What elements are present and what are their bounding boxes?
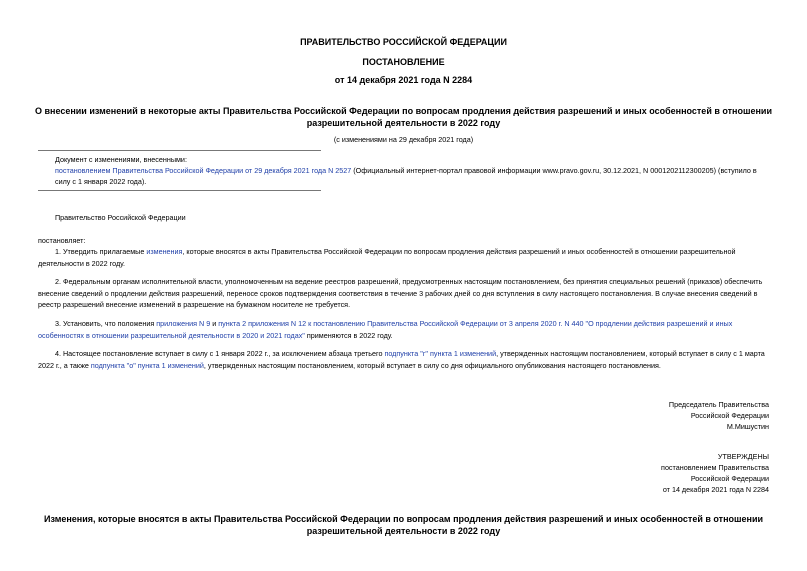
point-3-line-2: особенностях в отношении разрешительной деятельности в 2020 и 2021 годах" применяются в 2022 году. [38,330,393,340]
point-2-line-2: внесение сведений о продлении действия разрешений, переносе сроков подтверждения соответствия в течение 3 рабочих дней со дня вступления в силу настоящего постановления. В случае внесения сведений в [38,288,758,298]
amendment-link[interactable]: постановлением Правительства Российской Федерации от 29 декабря 2021 года N 2527 [55,166,352,175]
bottom-divider [38,190,321,191]
point-3-line-1: 3. Установить, что положения приложения N 9 и пункта 2 приложения N 12 к постановлению Правительства Российской Федерации от 3 апреля 2020 г. N 440 "О продлении действия разрешений и иных [55,319,733,328]
appendix-12-link[interactable]: пункта 2 приложения N 12 к постановлению Правительства Российской Федерации от 3 апреля 2020 г. N 440 "О продлении действия разрешений и иных [218,319,733,328]
preamble-decrees: постановляет: [38,236,86,245]
changes-link[interactable]: изменения [146,247,183,256]
changes-tail-2: силу с 1 января 2022 года). [55,177,147,186]
point-1 [38,246,769,269]
point-2 [38,276,769,311]
document-date: от 14 декабря 2021 года N 2284 [334,75,473,85]
government-heading: ПРАВИТЕЛЬСТВО РОССИЙСКОЙ ФЕДЕРАЦИИ [300,37,507,47]
point-1-line-1: 1. Утвердить прилагаемые изменения, которые вносятся в акты Правительства Российской Федерации по вопросам продления действия разрешений и иных особенностей в отношении разрешительной [55,247,736,256]
preamble-government: Правительство Российской Федерации [55,213,186,222]
appendix-9-link[interactable]: приложения N 9 [156,319,211,328]
subclause-o-link[interactable]: подпункта "о" пункта 1 изменений [90,360,204,370]
approval-block [661,451,769,495]
changes-intro: Документ с изменениями, внесенными: [55,155,187,164]
point-2-line-1: 2. Федеральным органам исполнительной власти, уполномоченным на ведение реестров разрешений, предусмотренных настоящим постановлением, без принятия специальных решений (приказов) обеспечить [55,277,763,286]
changes-line [55,165,775,176]
signature-title: Председатель Правительства [668,400,769,409]
point-1-line-2: деятельности в 2022 году. [38,258,126,268]
appendix-12-link-cont[interactable]: особенностях в отношении разрешительной деятельности в 2020 и 2021 годах" [38,330,305,340]
approval-line-3: Российской Федерации [690,474,769,483]
approval-line-2: постановлением Правительства [661,463,769,472]
signature-name: М.Мишустин [726,422,769,431]
title-line-2: разрешительной деятельности в 2022 году [306,118,501,128]
point-3 [38,318,769,341]
signature-body: Российской Федерации [690,411,769,420]
appendix-title-line-2: разрешительной деятельности в 2022 году [306,526,501,536]
signature-block [669,399,769,432]
point-4 [38,348,769,371]
title-line-1: О внесении изменений в некоторые акты Правительства Российской Федерации по вопросам продления действия разрешений и иных особенностей в отношении [34,106,773,116]
appendix-title [0,513,807,537]
approval-title: УТВЕРЖДЕНЫ [717,452,769,461]
point-4-line-2: 2022 г., а также подпункта "о" пункта 1 изменений, утвержденных настоящим постановлением, который вступает в силу со дня официального опубликования настоящего постановления. [38,360,661,370]
top-divider [38,150,321,151]
document-type: ПОСТАНОВЛЕНИЕ [362,57,445,67]
point-2-line-3: реестр разрешений внесение изменений в разрешение на бумажном носителе не требуется. [38,300,351,309]
subclause-g-link[interactable]: подпункта "г" пункта 1 изменений [384,349,497,358]
document-title [0,105,807,129]
changes-box [55,154,775,187]
changes-tail: (Официальный интернет-портал правовой информации www.pravo.gov.ru, 30.12.2021, N 0001202112300205) (вступило в [351,166,757,175]
appendix-title-line-1: Изменения, которые вносятся в акты Правительства Российской Федерации по вопросам продления действия разрешений и иных особенностей в отношении [43,514,764,524]
revision-note: (с изменениями на 29 декабря 2021 года) [333,135,474,144]
approval-line-4: от 14 декабря 2021 года N 2284 [662,485,769,494]
point-4-line-1: 4. Настоящее постановление вступает в силу с 1 января 2022 г., за исключением абзаца третьего подпункта "г" пункта 1 изменений, утвержденных настоящим постановлением, который вступает в силу с 1 марта [55,349,765,358]
